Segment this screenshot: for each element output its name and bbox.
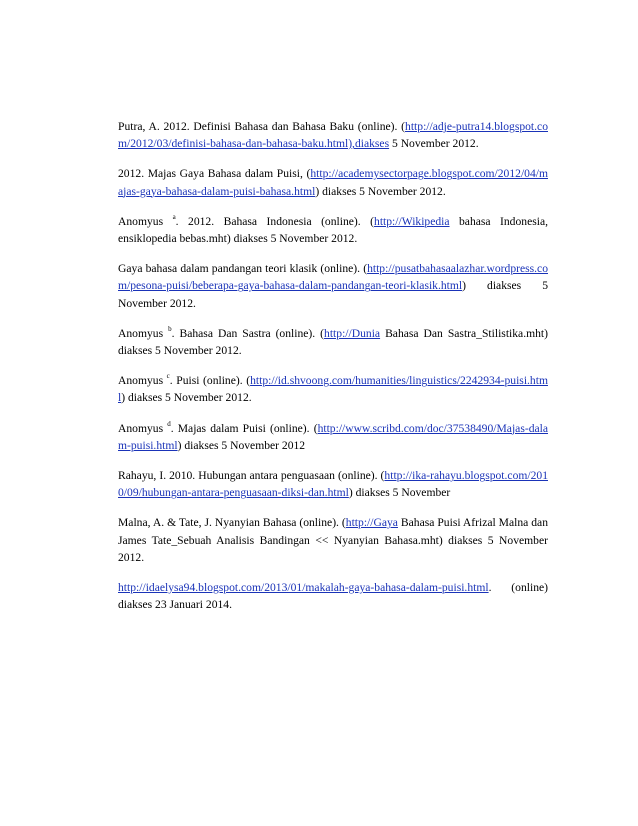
- reference-text: . 2012. Bahasa Indonesia (online). (: [175, 214, 375, 228]
- reference-entry: [118, 213, 548, 247]
- reference-author: Anomyus: [118, 214, 164, 228]
- reference-link[interactable]: http://adje-putra14.blogspot.com/2012/03/definisi-bahasa-dan-bahasa-baku.html),diakses: [118, 120, 548, 151]
- reference-link[interactable]: http://id.shvoong.com/humanities/linguistics/2242934-puisi.html: [118, 374, 548, 405]
- reference-entry: [118, 165, 548, 199]
- reference-text: 5 November 2012.: [389, 137, 479, 151]
- reference-text: . Puisi (online). (: [169, 374, 251, 388]
- reference-text: 2012. Majas Gaya Bahasa dalam Puisi, (: [118, 167, 311, 181]
- reference-link[interactable]: http://academysectorpage.blogspot.com/2012/04/majas-gaya-bahasa-dalam-puisi-bahasa.html: [118, 167, 548, 198]
- reference-text: Bahasa Dan Sastra_Stilistika.mht) diakses 5 November 2012.: [118, 326, 548, 358]
- reference-link[interactable]: http://Gaya: [345, 516, 398, 530]
- reference-entry: [118, 260, 548, 312]
- reference-text: ) diakses 5 November 2012.: [118, 279, 548, 310]
- reference-list: [118, 118, 548, 626]
- reference-text: Gaya bahasa dalam pandangan teori klasik (online). (: [118, 262, 368, 276]
- reference-entry: [118, 467, 548, 501]
- reference-superscript: d: [167, 419, 171, 428]
- reference-text: . Bahasa Dan Sastra (online). (: [171, 326, 325, 340]
- reference-text: . (online) diakses 23 Januari 2014.: [118, 581, 548, 612]
- reference-link[interactable]: http://idaelysa94.blogspot.com/2013/01/makalah-gaya-bahasa-dalam-puisi.html: [118, 581, 489, 595]
- reference-text: ) diakses 5 November: [348, 486, 451, 500]
- reference-text: Bahasa Puisi Afrizal Malna dan James Tate_Sebuah Analisis Bandingan << Nyanyian Bahasa.mht) diakses 5 November 2012.: [118, 516, 549, 564]
- reference-link[interactable]: http://www.scribd.com/doc/37538490/Majas-dalam-puisi.html: [118, 421, 548, 452]
- reference-text: Malna, A. & Tate, J. Nyanyian Bahasa (online). (: [118, 516, 346, 530]
- reference-text: ) diakses 5 November 2012.: [315, 184, 446, 198]
- reference-superscript: c: [166, 372, 170, 381]
- reference-text: ) diakses 5 November 2012.: [121, 391, 252, 405]
- reference-entry: [118, 420, 548, 454]
- reference-link[interactable]: http://Wikipedia: [374, 214, 450, 228]
- reference-author: Anomyus: [118, 421, 164, 435]
- reference-link[interactable]: http://pusatbahasaalazhar.wordpress.com/pesona-puisi/beberapa-gaya-bahasa-dalam-pandangan-teori-klasik.html: [118, 262, 548, 293]
- reference-entry: [118, 118, 548, 152]
- reference-link[interactable]: http://Dunia: [324, 326, 381, 340]
- reference-entry: [118, 372, 548, 406]
- reference-text: . Majas dalam Puisi (online). (: [170, 421, 318, 435]
- reference-entry: [118, 579, 548, 613]
- reference-link[interactable]: http://ika-rahayu.blogspot.com/2010/09/hubungan-antara-penguasaan-diksi-dan.html: [118, 469, 548, 500]
- reference-entry: [118, 514, 548, 566]
- reference-superscript: b: [168, 324, 172, 333]
- reference-text: Putra, A. 2012. Definisi Bahasa dan Bahasa Baku (online). (: [118, 120, 406, 133]
- reference-superscript: a: [172, 212, 176, 221]
- reference-text: bahasa Indonesia, ensiklopedia bebas.mht) diakses 5 November 2012.: [118, 214, 548, 246]
- reference-author: Anomyus: [118, 326, 164, 340]
- reference-entry: [118, 325, 548, 359]
- reference-text: ) diakses 5 November 2012: [177, 438, 306, 452]
- reference-author: Anomyus: [118, 374, 164, 388]
- reference-text: Rahayu, I. 2010. Hubungan antara penguasaan (online). (: [118, 469, 385, 483]
